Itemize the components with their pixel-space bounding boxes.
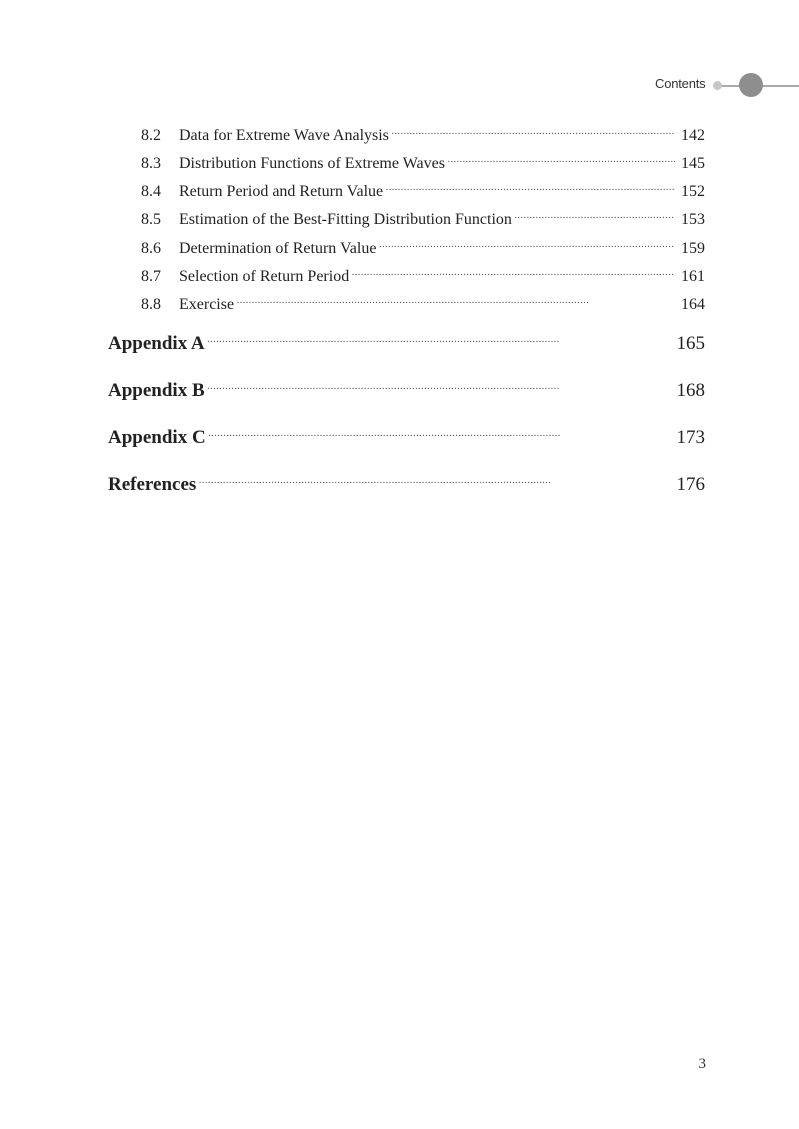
chapter-page: 173 bbox=[676, 427, 705, 448]
toc-entry-8-8[interactable] bbox=[141, 295, 705, 316]
section-title: Return Period and Return Value bbox=[179, 183, 384, 200]
running-title: Contents bbox=[655, 76, 706, 91]
section-title: Selection of Return Period bbox=[179, 268, 350, 285]
chapter-title: Appendix B bbox=[108, 380, 205, 401]
dot-leader bbox=[378, 237, 675, 257]
section-title: Determination of Return Value bbox=[179, 240, 377, 257]
toc-entry-8-3[interactable] bbox=[141, 154, 705, 175]
section-title: Data for Extreme Wave Analysis bbox=[179, 127, 389, 144]
dot-leader bbox=[236, 293, 675, 313]
running-header bbox=[600, 70, 799, 100]
section-page: 161 bbox=[681, 268, 705, 285]
section-title: Estimation of the Best-Fitting Distribution Function bbox=[179, 211, 512, 228]
dot-leader bbox=[447, 152, 675, 172]
toc-entry-8-5[interactable] bbox=[141, 210, 705, 231]
toc-entry-appendix-a[interactable] bbox=[108, 332, 705, 358]
section-page: 153 bbox=[681, 211, 705, 228]
page-number: 3 bbox=[698, 1056, 706, 1072]
dot-leader bbox=[208, 424, 671, 448]
toc-entry-8-6[interactable] bbox=[141, 239, 705, 260]
chapter-title: References bbox=[108, 474, 197, 495]
chapter-title: Appendix A bbox=[108, 333, 205, 354]
chapter-page: 165 bbox=[676, 333, 705, 354]
dot-leader bbox=[207, 330, 671, 354]
dot-leader bbox=[198, 471, 670, 495]
chapter-page: 176 bbox=[676, 474, 705, 495]
section-title: Distribution Functions of Extreme Waves bbox=[179, 155, 445, 172]
section-title: Exercise bbox=[179, 296, 235, 313]
section-number: 8.7 bbox=[141, 268, 161, 285]
section-page: 142 bbox=[681, 127, 705, 144]
section-page: 145 bbox=[681, 155, 705, 172]
section-number: 8.4 bbox=[141, 183, 161, 200]
toc-entry-references[interactable] bbox=[108, 473, 705, 499]
section-page: 164 bbox=[681, 296, 705, 313]
section-number: 8.3 bbox=[141, 155, 161, 172]
toc-entry-appendix-c[interactable] bbox=[108, 426, 705, 452]
dot-leader bbox=[351, 265, 675, 285]
section-number: 8.5 bbox=[141, 211, 161, 228]
dot-leader bbox=[207, 377, 671, 401]
section-number: 8.6 bbox=[141, 240, 161, 257]
header-dot-small bbox=[713, 81, 722, 90]
section-page: 152 bbox=[681, 183, 705, 200]
dot-leader bbox=[514, 208, 675, 228]
section-number: 8.8 bbox=[141, 296, 161, 313]
header-dot-large bbox=[739, 73, 763, 97]
chapter-title: Appendix C bbox=[108, 427, 206, 448]
dot-leader bbox=[391, 124, 675, 144]
toc-entry-8-7[interactable] bbox=[141, 267, 705, 288]
toc-entry-appendix-b[interactable] bbox=[108, 379, 705, 405]
toc-entry-8-2[interactable] bbox=[141, 126, 705, 147]
section-number: 8.2 bbox=[141, 127, 161, 144]
section-page: 159 bbox=[681, 240, 705, 257]
chapter-page: 168 bbox=[676, 380, 705, 401]
dot-leader bbox=[385, 180, 675, 200]
toc-entry-8-4[interactable] bbox=[141, 182, 705, 203]
